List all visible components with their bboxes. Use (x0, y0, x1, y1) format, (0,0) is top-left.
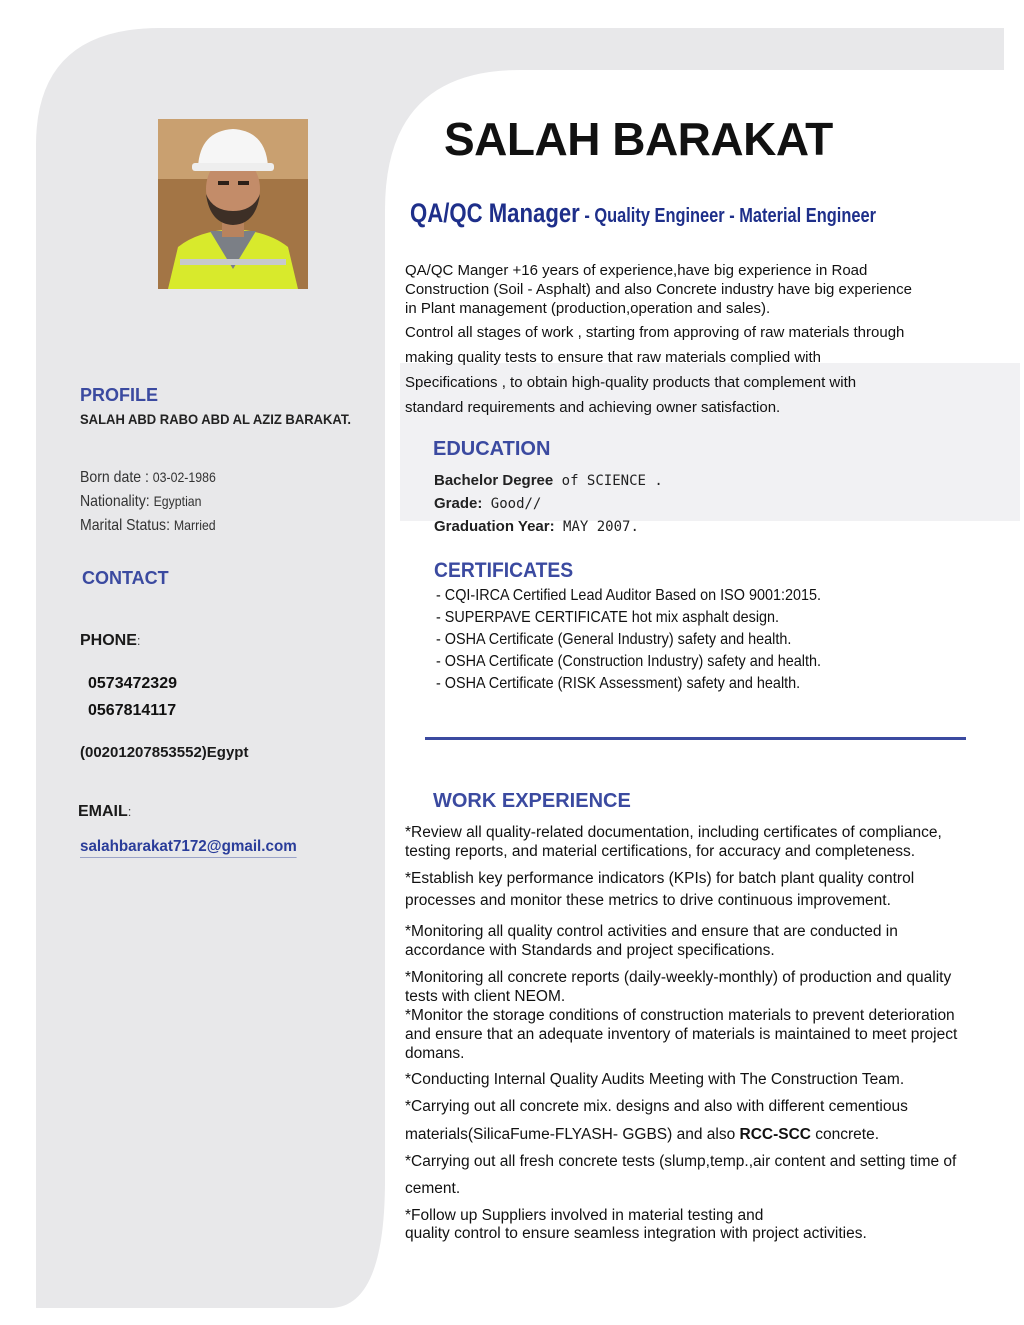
summary-line: Control all stages of work , starting from approving of raw materials through (405, 324, 905, 341)
certificate-item: - OSHA Certificate (General Industry) safety and health. (436, 631, 792, 648)
certificate-item: - CQI-IRCA Certified Lead Auditor Based on ISO 9001:2015. (436, 587, 822, 604)
graduation-year-label: Graduation Year: (434, 518, 555, 535)
job-title-main: QA/QC Manager (410, 198, 580, 228)
born-date-value: 03-02-1986 (152, 469, 216, 485)
summary-line: standard requirements and achieving owner satisfaction. (405, 399, 781, 416)
work-line: domans. (405, 1045, 465, 1062)
nationality-row (80, 493, 202, 511)
work-line: *Carrying out all concrete mix. designs and also with different cementious (405, 1098, 908, 1115)
work-text: concrete. (810, 1126, 880, 1143)
nationality-value: Egyptian (153, 493, 202, 509)
profile-photo (158, 119, 308, 289)
summary-line: QA/QC Manger +16 years of experience,have big experience in Road (405, 262, 868, 279)
work-line: *Carrying out all fresh concrete tests (slump,temp.,air content and setting time of (405, 1153, 957, 1170)
graduation-year-row (434, 518, 639, 535)
phone-label: PHONE (80, 632, 137, 649)
grade-label: Grade: (434, 495, 483, 512)
work-line: and ensure that an adequate inventory of materials is maintained to meet project (405, 1026, 958, 1043)
job-title-rest: - Quality Engineer - Material Engineer (579, 205, 876, 227)
work-line: accordance with Standards and project specifications. (405, 942, 775, 959)
marital-status-value: Married (173, 517, 216, 533)
work-line: *Monitor the storage conditions of construction materials to prevent deterioration (405, 1007, 955, 1024)
phone-number-egypt[interactable]: (00201207853552)Egypt (80, 744, 249, 761)
certificate-item: - OSHA Certificate (Construction Industry) safety and health. (436, 653, 821, 670)
profile-heading: PROFILE (80, 385, 159, 405)
work-line: processes and monitor these metrics to drive continuous improvement. (405, 892, 891, 909)
work-line-mixed (405, 1126, 879, 1144)
education-heading: EDUCATION (433, 438, 551, 460)
marital-status-label: Marital Status: (80, 517, 174, 534)
work-line: tests with client NEOM. (405, 988, 566, 1005)
email-link[interactable]: salahbarakat7172@gmail.com (80, 838, 297, 858)
summary-line: making quality tests to ensure that raw materials complied with (405, 349, 822, 366)
work-line: *Follow up Suppliers involved in material testing and (405, 1207, 764, 1224)
nationality-label: Nationality: (80, 493, 154, 510)
work-experience-heading: WORK EXPERIENCE (433, 790, 631, 812)
summary-line: in Plant management (production,operation and sales). (405, 300, 771, 317)
work-line: *Monitoring all concrete reports (daily-weekly-monthly) of production and quality (405, 969, 952, 986)
grade-value: Good// (482, 496, 542, 512)
certificates-heading: CERTIFICATES (434, 559, 574, 582)
phone-number-2[interactable]: 0567814117 (88, 702, 177, 719)
section-divider (425, 737, 966, 740)
degree-label: Bachelor Degree (434, 472, 554, 489)
grade-row (434, 495, 541, 512)
degree-row (434, 472, 663, 489)
marital-status-row (80, 517, 216, 535)
work-line: cement. (405, 1180, 461, 1197)
born-date-label: Born date : (80, 469, 153, 486)
candidate-name: SALAH BARAKAT (444, 113, 833, 165)
work-line: *Conducting Internal Quality Audits Meeting with The Construction Team. (405, 1071, 905, 1088)
phone-number-1[interactable]: 0573472329 (88, 675, 177, 692)
work-text: materials(SilicaFume-FLYASH- GGBS) and also (405, 1126, 740, 1143)
work-line: *Review all quality-related documentation, including certificates of compliance, (405, 824, 942, 841)
certificate-item: - OSHA Certificate (RISK Assessment) safety and health. (436, 675, 801, 692)
summary-line: Construction (Soil - Asphalt) and also Concrete industry have big experience (405, 281, 912, 298)
job-title (410, 198, 876, 229)
born-date-row (80, 469, 216, 487)
degree-value: of SCIENCE . (553, 473, 663, 489)
contact-heading: CONTACT (82, 568, 169, 588)
summary-line: Specifications , to obtain high-quality products that complement with (405, 374, 857, 391)
certificate-item: - SUPERPAVE CERTIFICATE hot mix asphalt design. (436, 609, 780, 626)
graduation-year-value: MAY 2007. (554, 519, 639, 535)
work-text-bold: RCC-SCC (739, 1126, 811, 1143)
work-line: testing reports, and material certifications, for accuracy and completeness. (405, 843, 916, 860)
email-label-row: EMAIL: (78, 803, 132, 820)
phone-label-row: PHONE: (80, 632, 141, 649)
work-line: *Monitoring all quality control activities and ensure that are conducted in (405, 923, 898, 940)
work-line: *Establish key performance indicators (KPIs) for batch plant quality control (405, 870, 915, 887)
work-line: quality control to ensure seamless integration with project activities. (405, 1225, 867, 1242)
email-label: EMAIL (78, 803, 128, 820)
profile-full-name: SALAH ABD RABO ABD AL AZIZ BARAKAT. (80, 411, 351, 427)
